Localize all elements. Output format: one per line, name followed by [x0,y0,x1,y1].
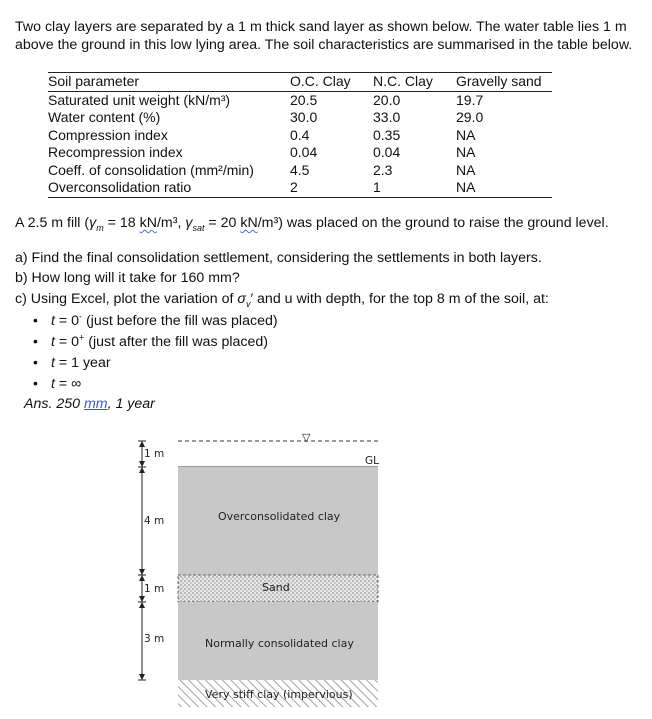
table-cell: 0.35 [373,126,401,143]
table-cell: 0.4 [290,126,310,143]
table-cell: 2.3 [373,161,393,178]
answer-prefix: Ans. 250 [24,396,84,412]
dim-label-sand: 1 m [144,583,165,595]
bullet-icon: • [33,375,38,391]
bullet-icon: • [33,354,38,370]
table-cell: 4.5 [290,161,310,178]
stiff-clay-label: Very stiff clay (impervious) [205,688,353,701]
dim-label-oc-clay: 4 m [144,515,165,527]
table-cell: Water content (%) [48,109,161,125]
unit-kn: kN [139,215,157,231]
table-header-cell: Soil parameter [48,73,290,92]
intro-paragraph: Two clay layers are separated by a 1 m thick sand layer as shown below. The water table lies 1 m above the ground in this low lying area. The soil characteristics are summarised in the table below. [15,19,633,53]
gamma-sat-symbol: γ [185,215,193,231]
table-cell: NA [456,179,552,197]
gamma-m-value: = 18 [103,215,140,231]
bullet-rest: = ∞ [54,376,82,392]
bullet-rest: = 1 year [54,355,111,371]
table-cell: 19.7 [456,91,484,108]
gamma-sat-value: = 20 [204,215,241,231]
dim-label-nc-clay: 3 m [144,633,165,645]
sigma-subscript: v [245,298,251,309]
question-a: a) Find the final consolidation settlement, considering the settlements in both layers. [15,250,542,266]
table-cell: 1 [373,179,456,197]
answer-suffix: , 1 year [107,396,155,412]
table-cell: Compression index [48,126,168,143]
table-cell: NA [456,126,476,143]
bullet-t: t [51,334,55,350]
oc-clay-label: Overconsolidated clay [218,510,341,523]
table-cell: 20.5 [290,91,318,108]
table-cell: 33.0 [373,109,401,125]
nc-clay-label: Normally consolidated clay [205,637,354,650]
bullet-t: t [51,355,55,371]
table-cell: 29.0 [456,109,484,125]
water-table-icon: ▽ [302,432,311,444]
bullet-sup: - [79,311,83,322]
fill-mid: /m³, [156,215,186,231]
bullet-sup: + [79,332,85,343]
bullet-icon: • [33,333,38,349]
table-cell: 2 [290,179,373,197]
question-c-prefix: c) Using Excel, plot the variation of [15,291,238,307]
answer-unit: mm [83,396,108,412]
bullet-icon: • [33,312,38,328]
table-cell: 30.0 [290,109,318,125]
bullet-t: t [51,313,55,329]
bullet-rest: = 0 [54,334,80,350]
bullet-rest: = 0 [54,313,80,329]
bullet-tail: (just before the fill was placed) [82,313,278,329]
gamma-sat-subscript: sat [192,222,205,233]
sigma-symbol: σ [237,291,246,307]
table-cell: Recompression index [48,144,183,160]
dim-label-water: 1 m [144,448,165,460]
question-c-suffix: ′ and u with depth, for the top 8 m of the soil, at: [250,291,549,307]
table-header-cell: Gravelly sand [456,73,552,92]
bullet-tail: (just after the fill was placed) [84,334,269,350]
sand-label: Sand [262,581,290,594]
fill-prefix: A 2.5 m fill ( [15,215,90,231]
fill-suffix: /m³) was placed on the ground to raise the ground level. [257,215,609,231]
table-cell: Saturated unit weight (kN/m³) [48,91,231,108]
table-cell: Coeff. of consolidation (mm²/min) [48,161,254,178]
table-cell: 20.0 [373,91,401,108]
table-cell: NA [456,144,476,160]
table-header-cell: N.C. Clay [373,73,456,92]
gamma-m-symbol: γ [89,215,97,231]
table-header-cell: O.C. Clay [290,73,373,92]
table-cell: 0.04 [290,144,318,160]
ground-level-label: GL [365,455,379,467]
table-cell: Overconsolidation ratio [48,179,290,197]
unit-kn: kN [240,215,258,231]
bullet-t: t [51,376,55,392]
question-b: b) How long will it take for 160 mm? [15,270,240,286]
table-cell: NA [456,161,476,178]
table-cell: 0.04 [373,144,401,160]
gamma-m-subscript: m [96,222,104,233]
